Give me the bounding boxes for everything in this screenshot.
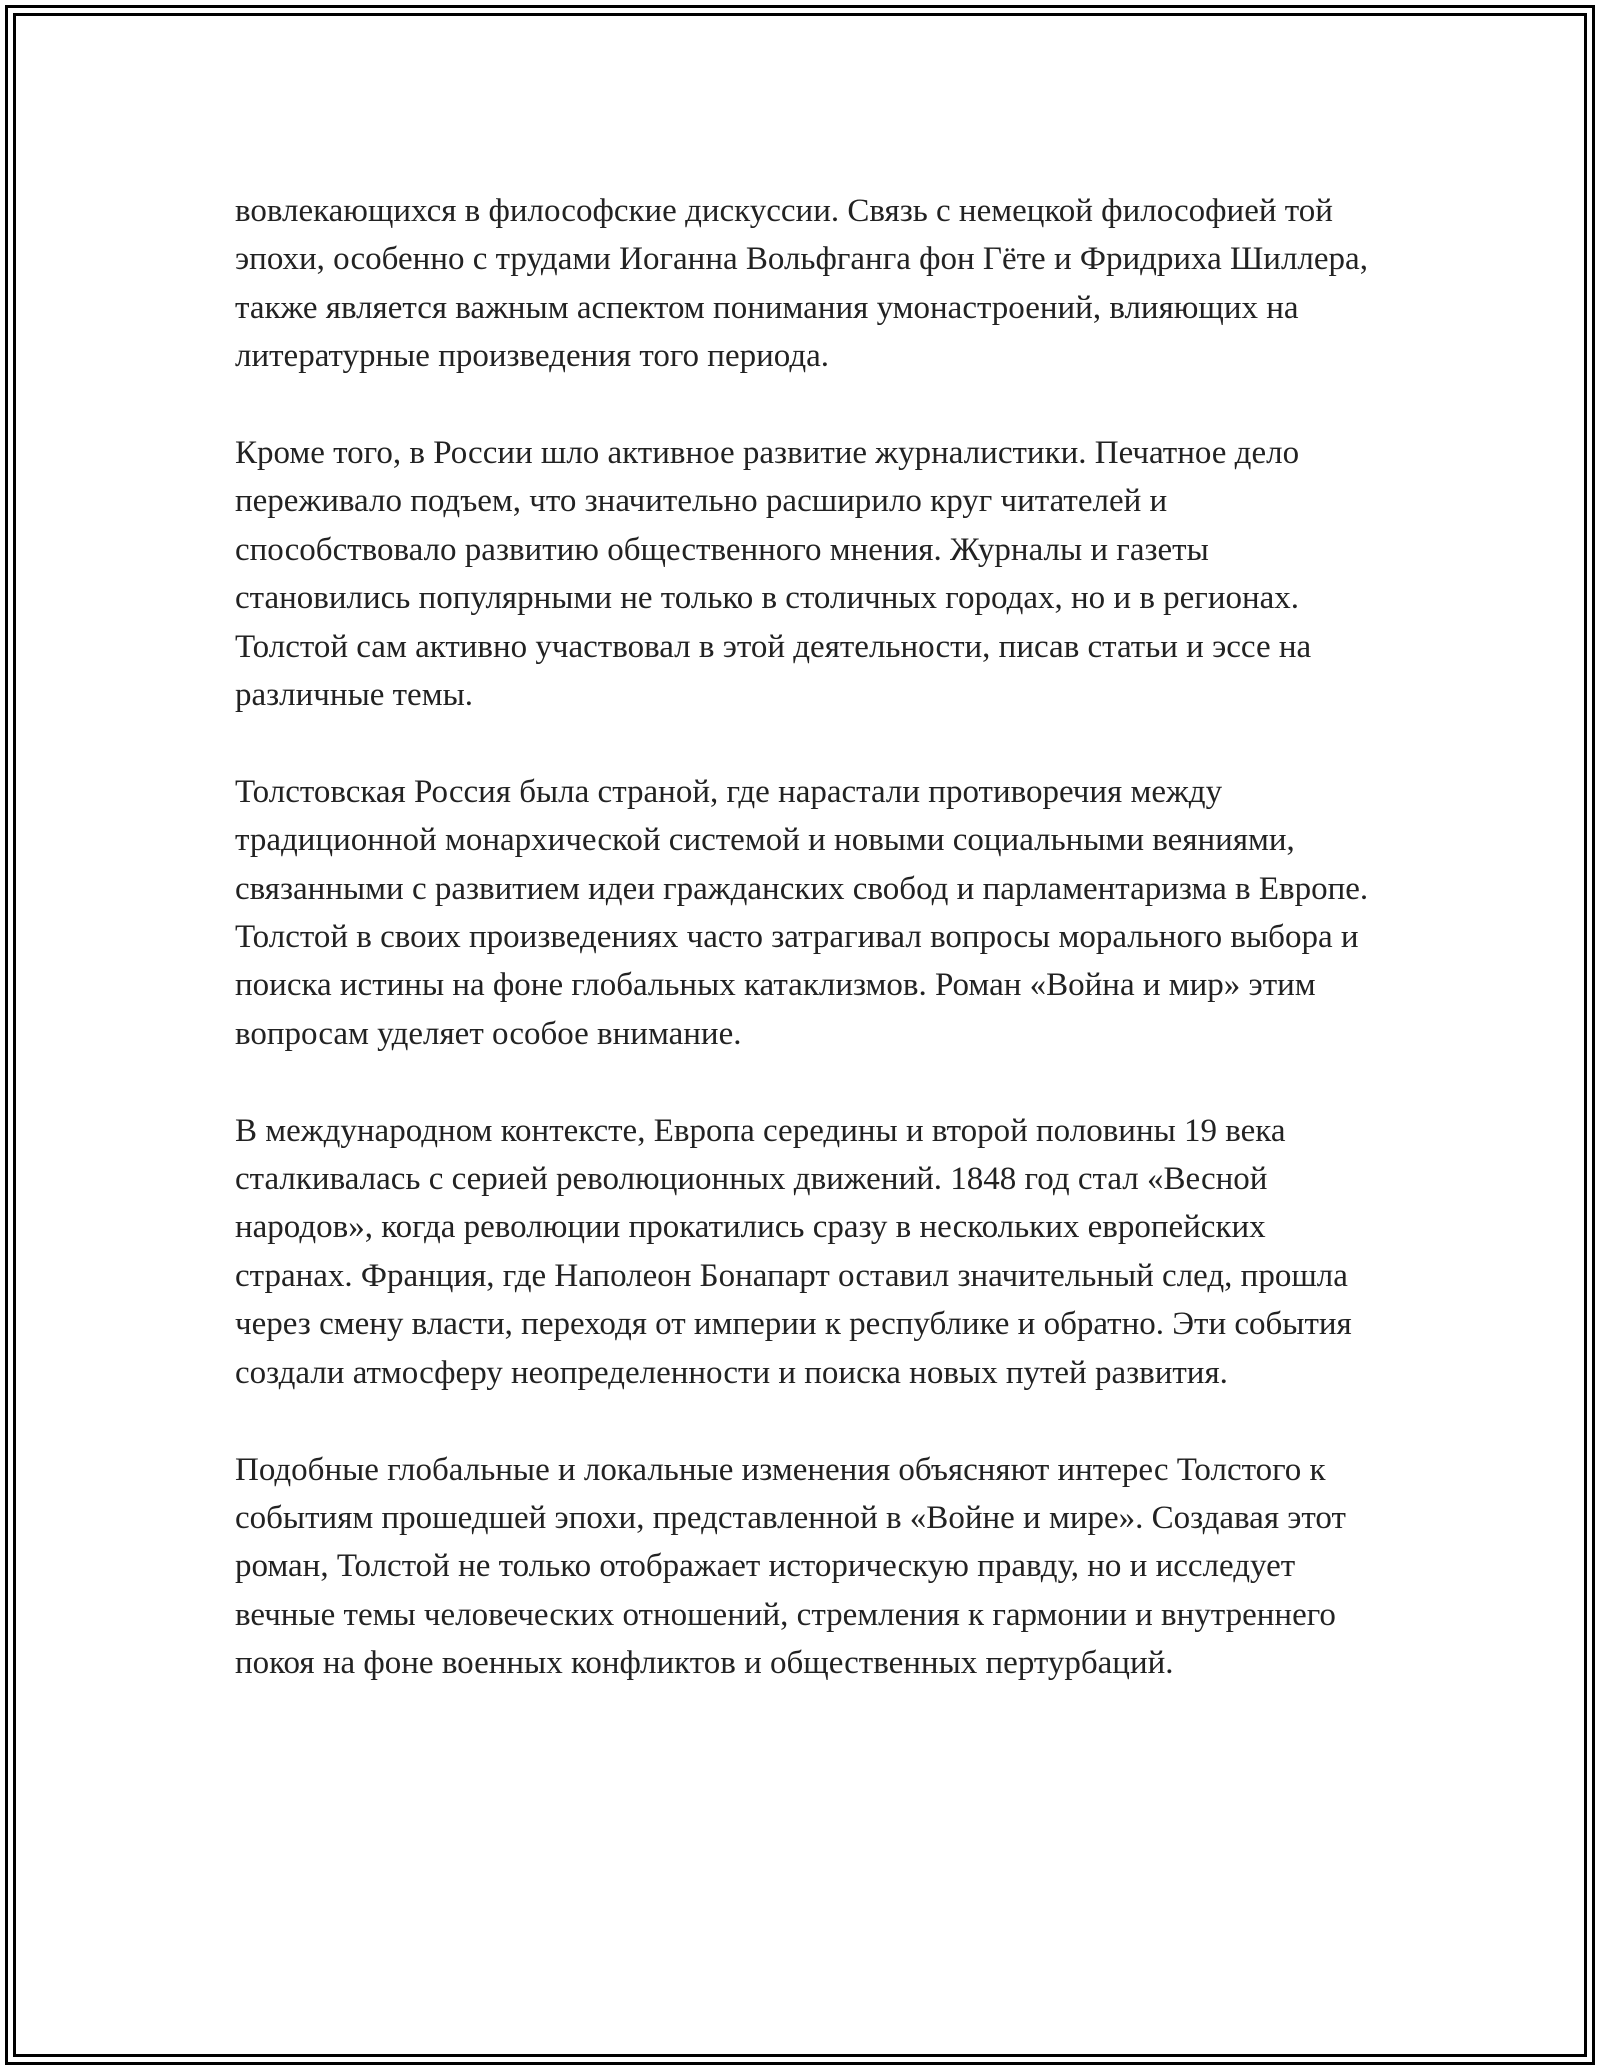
paragraph-1: вовлекающихся в философские дискуссии. Связь с немецкой философией той эпохи, особенно с трудами Иоганна Вольфганга фон Гёте и Фридриха Шиллера, также является важным аспектом понимания умонастроений, влияющих на литературные произведения того периода. (235, 193, 1368, 375)
paragraph-3: Толстовская Россия была страной, где нарастали противоречия между традиционной монархической системой и новыми социальными веяниями, связанными с развитием идеи гражданских свобод и парламентаризма в Европе. Толстой в своих произведениях часто затрагивал вопросы морального выбора и поиска истины на фоне глобальных катаклизмов. Роман «Война и мир» этим вопросам уделяет особое внимание. (235, 773, 1369, 1052)
paragraph-4: В международном контексте, Европа середины и второй половины 19 века сталкивалась с серией революционных движений. 1848 год стал «Весной народов», когда революции прокатились сразу в нескольких европейских странах. Франция, где Наполеон Бонапарт оставил значительный след, прошла через смену власти, переходя от империи к республике и обратно. Эти события создали атмосферу неопределенности и поиска новых путей развития. (235, 1112, 1352, 1391)
paragraph-5: Подобные глобальные и локальные изменения объясняют интерес Толстого к событиям прошедшей эпохи, представленной в «Войне и мире». Создавая этот роман, Толстой не только отображает историческую правду, но и исследует вечные темы человеческих отношений, стремления к гармонии и внутреннего покоя на фоне военных конфликтов и общественных пертурбаций. (235, 1451, 1346, 1682)
document-body (235, 187, 1385, 1688)
paragraph-2: Кроме того, в России шло активное развитие журналистики. Печатное дело переживало подъем, что значительно расширило круг читателей и способствовало развитию общественного мнения. Журналы и газеты становились популярными не только в столичных городах, но и в регионах. Толстой сам активно участвовал в этой деятельности, писав статьи и эссе на различные темы. (235, 435, 1312, 714)
